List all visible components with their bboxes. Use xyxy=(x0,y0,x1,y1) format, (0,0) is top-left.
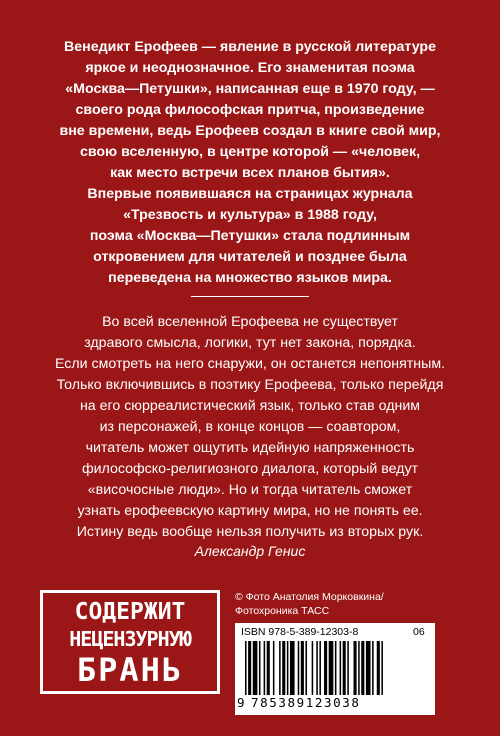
stamp-line-2: НЕЦЕНЗУРНУЮ xyxy=(69,627,191,651)
quote-line: из персонажей, в конце концов — соавтором, xyxy=(99,419,401,435)
intro-line: как место встречи всех планов бытия». xyxy=(110,165,390,181)
quote-line: узнать ерофеевскую картину мира, но не понять ее. xyxy=(77,503,423,519)
intro-line: «Москва—Петушки», написанная еще в 1970 году, — xyxy=(65,81,435,97)
quote-line: философско-религиозного диалога, который ведут xyxy=(81,461,419,477)
ean-rest-digits: 785389123038 xyxy=(251,695,361,710)
quote-line: читатель может ощутить идейную напряженность xyxy=(85,440,415,456)
isbn-text: ISBN 978-5-389-12303-8 xyxy=(241,626,359,638)
history-line: Впервые появившаяся на страницах журнала xyxy=(87,186,413,202)
intro-line: вне времени, ведь Ерофеев создал в книге свой мир, xyxy=(59,123,441,139)
quote-line: Истину ведь вообще нельзя получить из вторых рук. xyxy=(76,524,424,540)
barcode-icon xyxy=(245,641,429,695)
history-line: откровением для читателей и позднее была xyxy=(93,249,407,265)
photo-credit xyxy=(235,590,475,618)
section-divider xyxy=(191,296,309,297)
intro-line: Венедикт Ерофеев — явление в русской литературе xyxy=(64,39,436,55)
history-line: «Трезвость и культура» в 1988 году, xyxy=(123,207,377,223)
quote-line: «височосные люди». Но и тогда читатель сможет xyxy=(87,482,413,498)
quote-paragraph xyxy=(40,312,460,543)
ean-lead-digit: 9 xyxy=(237,695,245,710)
history-paragraph xyxy=(40,184,460,289)
copyright-icon: © xyxy=(235,591,243,603)
photo-credit-text: Фото Анатолия Морковкина/ xyxy=(245,591,384,603)
intro-line: свою вселенную, в центре которой — «человек, xyxy=(79,144,421,160)
stamp-line-1: СОДЕРЖИТ xyxy=(74,599,186,625)
intro-paragraph xyxy=(40,37,460,184)
quote-line: здравого смысла, логики, тут нет закона, порядка. xyxy=(84,335,416,351)
barcode-panel xyxy=(235,623,435,715)
quote-author: Александр Генис xyxy=(194,543,306,559)
photo-credit-line-2: Фотохроника ТАСС xyxy=(235,605,330,617)
profanity-warning-stamp xyxy=(40,590,220,694)
history-line: переведена на множество языков мира. xyxy=(108,270,392,286)
history-line: поэма «Москва—Петушки» стала подлинным xyxy=(89,228,411,244)
barcode-addon: 06 xyxy=(413,626,425,638)
intro-line: яркое и неоднозначное. Его знаменитая поэма xyxy=(85,60,415,76)
stamp-line-3: БРАНЬ xyxy=(76,651,184,689)
quote-line: Если смотреть на него снаружи, он останется непонятным. xyxy=(54,356,446,372)
quote-line: Только включившись в поэтику Ерофеева, только перейдя xyxy=(56,377,444,393)
intro-line: своего рода философская притча, произведение xyxy=(75,102,425,118)
quote-line: Во всей вселенной Ерофеева не существует xyxy=(102,314,398,330)
photo-credit-line-1 xyxy=(235,590,475,604)
quote-line: на его сюрреалистический язык, только став одним xyxy=(79,398,421,414)
